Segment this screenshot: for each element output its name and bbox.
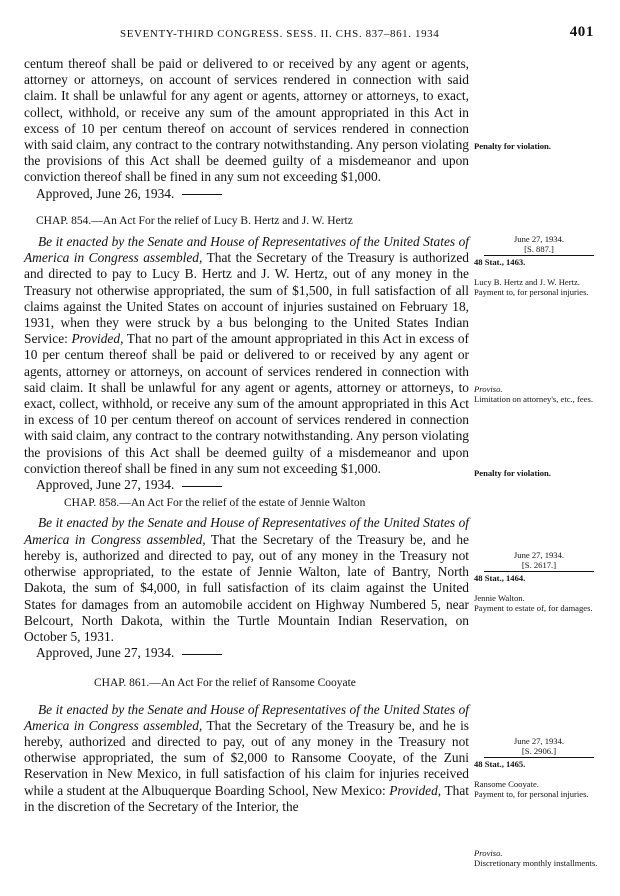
margin-note-ch861 [474,736,604,799]
bill-number: [S. 2617.] [521,560,557,570]
margin-note-penalty: Penalty for violation. [474,468,551,478]
proviso-label: Proviso. [474,384,503,394]
rule [182,486,222,487]
rule [484,255,594,256]
enacting-clause: Be it enacted by the Senate and House of Representatives of the United States of America in Congress assembled, [24,515,469,547]
enacting-paragraph: Be it enacted by the Senate and House of Representatives of the United States of America in Congress assembled, That the Secretary of the Treasury is authorized and directed to pay to Lucy B. Hertz and J. W. Hertz, out of any money in the Treasury not otherwise appropriated, the sum of $1,500, in full satisfaction of all claims against the United States on account of injuries sustained on February 18, 1931, when they were struck by a bus belonging to the United States Indian Service: Provided, That no part of the amount appropriated in this Act in excess of 10 per centum thereof shall be paid or delivered to or received by any agent or agents, attorney or attorneys, on account of services rendered in connection with said claim. It shall be unlawful for any agent or agents, attorney or attorneys, to exact, collect, withhold, or receive any sum of the amount appropriated in this Act in excess of 10 per centum thereof on account of services rendered in connection with said claim, any contract to the contrary notwithstanding. Any person violating the provisions of this Act shall be deemed guilty of a misdemeanor and upon conviction thereof shall be fined in any sum not exceeding $1,000. [24,234,470,476]
approval-date: June 27, 1934. [513,234,565,244]
running-header [20,24,600,44]
margin-note-penalty: Penalty for violation. [474,141,551,151]
statute-citation: 48 Stat., 1465. [474,759,526,769]
enacting-paragraph: Be it enacted by the Senate and House of Representatives of the United States of America in Congress assembled, That the Secretary of the Treasury be, and he is hereby, authorized and directed to pay, out of any money in the Treasury not otherwise appropriated, the sum of $2,000 to Ransome Cooyate, of the Zuni Reservation in New Mexico, in full satisfaction of his claim for injuries received while a student at the Albuquerque Boarding School, New Mexico: Provided, That in the discretion of the Secretary of the Interior, the [24,701,469,814]
continued-paragraph: centum thereof shall be paid or delivered to or received by any agent or agents, attorney or attorneys, on account of services rendered in connection with said claim. It shall be unlawful for any agent or agents, attorney or attorneys, to exact, collect, withhold, or receive any sum of the amount appropriated in this Act in excess of 10 per centum thereof on account of services rendered in connection with said claim, any contract to the contrary notwithstanding. Any person violating the provisions of this Act shall be deemed guilty of a misdemeanor and upon conviction thereof shall be fined in any sum not exceeding $1,000. [24,56,469,185]
margin-note-ch858 [474,550,604,613]
main-text [24,56,469,815]
proviso-label: Proviso. [474,848,503,858]
chapter-title: CHAP. 858.—An Act For the relief of the estate of Jennie Walton [64,497,366,510]
approval-date: June 27, 1934. [513,736,565,746]
rule [182,654,222,655]
margin-subject-detail: Payment to, for personal injuries. [474,287,589,297]
proviso-detail: Limitation on attorney's, etc., fees. [474,394,593,404]
margin-note-ch854 [474,234,604,297]
margin-note-proviso [474,848,604,868]
enacting-clause: Be it enacted by the Senate and House of Representatives of the United States of America in Congress assembled, [24,701,469,733]
chapter-title: CHAP. 861.—An Act For the relief of Ransome Cooyate [94,677,356,690]
margin-subject: Ransome Cooyate. [474,779,539,789]
rule [484,571,594,572]
approval-line: Approved, June 26, 1934. [24,186,469,202]
statute-citation: 48 Stat., 1463. [474,257,526,267]
rule [484,757,594,758]
approval-line: Approved, June 27, 1934. [24,645,469,661]
page-number: 401 [569,24,594,40]
rule [182,194,222,195]
margin-subject-detail: Payment to estate of, for damages. [474,603,593,613]
bill-number: [S. 2906.] [521,746,557,756]
chapter-title: CHAP. 854.—An Act For the relief of Lucy B. Hertz and J. W. Hertz [36,214,353,227]
margin-note-proviso [474,384,604,404]
enacting-paragraph: Be it enacted by the Senate and House of Representatives of the United States of America in Congress assembled, That the Secretary of the Treasury be, and he hereby is, authorized and directed to pay, out of any money in the Treasury not otherwise appropriated, to the estate of Jennie Walton, late of Bantry, North Dakota, the sum of $4,000, in full satisfaction of its claim against the United States for damages from an automobile accident on Highway Numbered 5, near Belcourt, North Dakota, within the Turtle Mountain Indian Reservation, on October 5, 1931. [24,515,469,644]
approval-line: Approved, June 27, 1934. [24,477,469,493]
proviso-word: Provided, [389,782,442,798]
margin-subject: Lucy B. Hertz and J. W. Hertz. [474,277,580,287]
proviso-word: Provided, [71,331,124,347]
margin-subject: Jennie Walton. [474,593,525,603]
bill-number: [S. 887.] [524,244,554,254]
statute-citation: 48 Stat., 1464. [474,573,526,583]
margin-subject-detail: Payment to, for personal injuries. [474,789,589,799]
approval-date: June 27, 1934. [513,550,565,560]
proviso-detail: Discretionary monthly installments. [474,858,598,868]
running-head: SEVENTY-THIRD CONGRESS. SESS. II. CHS. 837–861. 1934 [120,28,440,40]
enacting-clause: Be it enacted by the Senate and House of Representatives of the United States of America in Congress assembled, [24,234,469,266]
